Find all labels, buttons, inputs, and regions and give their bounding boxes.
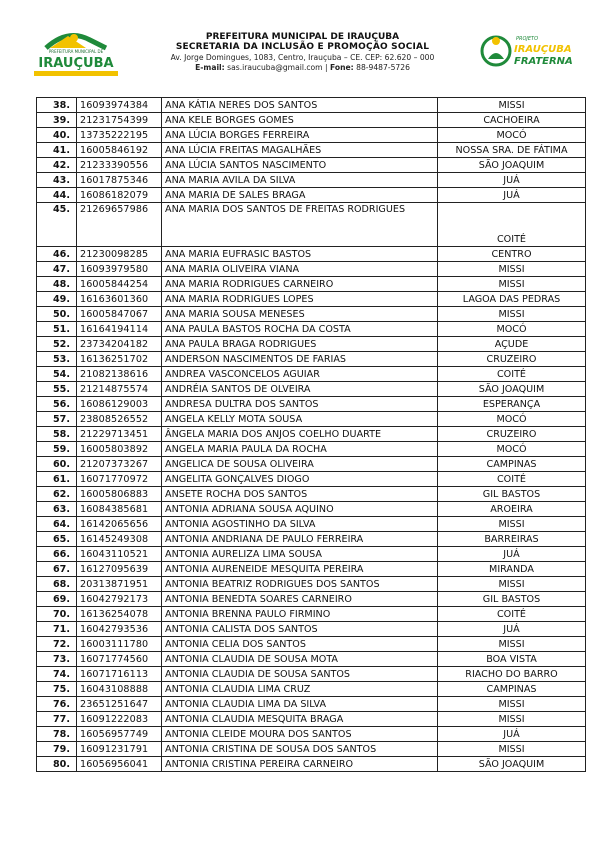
table-row [37, 143, 586, 158]
table-row [37, 128, 586, 143]
row-name: ANTONIA ANDRIANA DE PAULO FERREIRA [162, 532, 438, 547]
row-number: 64. [37, 517, 77, 532]
logo-line2: FRATERNA [514, 56, 573, 67]
row-locality: COITÉ [438, 472, 586, 487]
email-label: E-mail: [195, 63, 225, 72]
row-locality: SÃO JOAQUIM [438, 382, 586, 397]
row-number: 80. [37, 757, 77, 772]
row-locality: CRUZEIRO [438, 352, 586, 367]
row-locality: MISSI [438, 577, 586, 592]
row-number: 49. [37, 292, 77, 307]
logo-small-text: PROJETO [516, 36, 539, 42]
row-name: ANTONIA CALISTA DOS SANTOS [162, 622, 438, 637]
row-nis-code: 16042792173 [77, 592, 162, 607]
table-row [37, 532, 586, 547]
table-row [37, 487, 586, 502]
table-row [37, 442, 586, 457]
row-name: ANTONIA BENEDTA SOARES CARNEIRO [162, 592, 438, 607]
row-name: ANTONIA CLAUDIA LIMA CRUZ [162, 682, 438, 697]
row-number: 66. [37, 547, 77, 562]
row-number: 68. [37, 577, 77, 592]
row-locality: MOCÓ [438, 128, 586, 143]
row-nis-code: 16056956041 [77, 757, 162, 772]
row-number: 39. [37, 113, 77, 128]
row-number: 54. [37, 367, 77, 382]
table-row [37, 637, 586, 652]
row-locality: CAMPINAS [438, 682, 586, 697]
table-row [37, 547, 586, 562]
row-locality: SÃO JOAQUIM [438, 757, 586, 772]
row-nis-code: 16043108888 [77, 682, 162, 697]
email-value: sas.iraucuba@gmail.com [227, 63, 323, 72]
row-name: ANTONIA AGOSTINHO DA SILVA [162, 517, 438, 532]
table-row [37, 367, 586, 382]
row-name: ANA LÚCIA SANTOS NASCIMENTO [162, 158, 438, 173]
table-row [37, 472, 586, 487]
row-locality: JUÁ [438, 173, 586, 188]
row-number: 71. [37, 622, 77, 637]
table-row [37, 622, 586, 637]
row-number: 51. [37, 322, 77, 337]
row-name: ANA MARIA OLIVEIRA VIANA [162, 262, 438, 277]
table-row [37, 742, 586, 757]
row-locality: COITÉ [438, 203, 586, 247]
row-number: 67. [37, 562, 77, 577]
table-row [37, 98, 586, 113]
table-row [37, 352, 586, 367]
row-locality: MISSI [438, 712, 586, 727]
row-number: 38. [37, 98, 77, 113]
row-number: 65. [37, 532, 77, 547]
row-locality: GIL BASTOS [438, 487, 586, 502]
row-name: ANA MARIA AVILA DA SILVA [162, 173, 438, 188]
row-name: ANA PAULA BRAGA RODRIGUES [162, 337, 438, 352]
iraucuba-fraterna-logo [480, 27, 576, 77]
table-row [37, 397, 586, 412]
row-locality: BARREIRAS [438, 532, 586, 547]
row-name: ANDREA VASCONCELOS AGUIAR [162, 367, 438, 382]
header-address: Av. Jorge Domingues, 1083, Centro, Irauçuba – CE. CEP: 62.620 – 000 [170, 53, 435, 62]
row-name: ANTONIA AURELIZA LIMA SOUSA [162, 547, 438, 562]
row-name: ANTONIA BEATRIZ RODRIGUES DOS SANTOS [162, 577, 438, 592]
row-nis-code: 20313871951 [77, 577, 162, 592]
row-number: 55. [37, 382, 77, 397]
row-number: 42. [37, 158, 77, 173]
row-nis-code: 16164194114 [77, 322, 162, 337]
row-number: 43. [37, 173, 77, 188]
table-row [37, 382, 586, 397]
row-name: ANA KÁTIA NERES DOS SANTOS [162, 98, 438, 113]
table-row [37, 173, 586, 188]
row-number: 79. [37, 742, 77, 757]
row-locality: AROEIRA [438, 502, 586, 517]
row-number: 50. [37, 307, 77, 322]
row-name: ANA LÚCIA FREITAS MAGALHÃES [162, 143, 438, 158]
table-body [37, 98, 586, 772]
row-nis-code: 16086129003 [77, 397, 162, 412]
table-row [37, 113, 586, 128]
row-name: ANA KELE BORGES GOMES [162, 113, 438, 128]
row-number: 40. [37, 128, 77, 143]
row-nis-code: 21214875574 [77, 382, 162, 397]
header-contact: E-mail: sas.iraucuba@gmail.com | Fone: 88-9487-5726 [195, 63, 410, 72]
row-number: 52. [37, 337, 77, 352]
row-number: 72. [37, 637, 77, 652]
row-number: 47. [37, 262, 77, 277]
row-name: ANTONIA CLAUDIA MESQUITA BRAGA [162, 712, 438, 727]
row-name: ANTONIA AURENEIDE MESQUITA PEREIRA [162, 562, 438, 577]
row-number: 53. [37, 352, 77, 367]
row-locality: CENTRO [438, 247, 586, 262]
row-locality: SÃO JOAQUIM [438, 158, 586, 173]
row-locality: JUÁ [438, 547, 586, 562]
row-name: ANA LÚCIA BORGES FERREIRA [162, 128, 438, 143]
row-locality: COITÉ [438, 607, 586, 622]
row-number: 59. [37, 442, 77, 457]
row-locality: MISSI [438, 277, 586, 292]
table-row [37, 427, 586, 442]
table-row [37, 262, 586, 277]
row-nis-code: 16086182079 [77, 188, 162, 203]
phone-value: 88-9487-5726 [356, 63, 410, 72]
row-locality: MISSI [438, 637, 586, 652]
row-number: 41. [37, 143, 77, 158]
row-name: ANGELA MARIA PAULA DA ROCHA [162, 442, 438, 457]
row-nis-code: 16005847067 [77, 307, 162, 322]
row-name: ANA MARIA DE SALES BRAGA [162, 188, 438, 203]
row-nis-code: 16071774560 [77, 652, 162, 667]
table-row [37, 203, 586, 247]
row-number: 74. [37, 667, 77, 682]
row-locality: CRUZEIRO [438, 427, 586, 442]
table-row [37, 607, 586, 622]
row-nis-code: 16163601360 [77, 292, 162, 307]
row-name: ANGELA KELLY MOTA SOUSA [162, 412, 438, 427]
row-number: 60. [37, 457, 77, 472]
row-locality: MOCÓ [438, 322, 586, 337]
row-locality: JUÁ [438, 622, 586, 637]
row-nis-code: 16042793536 [77, 622, 162, 637]
row-name: ANA MARIA DOS SANTOS DE FREITAS RODRIGUES [162, 203, 438, 247]
row-nis-code: 23734204182 [77, 337, 162, 352]
row-locality: JUÁ [438, 188, 586, 203]
row-nis-code: 16043110521 [77, 547, 162, 562]
row-nis-code: 16145249308 [77, 532, 162, 547]
table-row [37, 457, 586, 472]
row-number: 69. [37, 592, 77, 607]
row-name: ANTONIA CRISTINA DE SOUSA DOS SANTOS [162, 742, 438, 757]
table-row [37, 712, 586, 727]
table-row [37, 667, 586, 682]
row-name: ANA MARIA RODRIGUES LOPES [162, 292, 438, 307]
row-name: ANTONIA CLAUDIA DE SOUSA SANTOS [162, 667, 438, 682]
row-nis-code: 16071716113 [77, 667, 162, 682]
row-nis-code: 23808526552 [77, 412, 162, 427]
row-number: 45. [37, 203, 77, 247]
row-nis-code: 16084385681 [77, 502, 162, 517]
row-number: 77. [37, 712, 77, 727]
row-nis-code: 16003111780 [77, 637, 162, 652]
row-nis-code: 16093974384 [77, 98, 162, 113]
logo-line1: IRAUÇUBA [514, 44, 572, 55]
row-name: ANGELITA GONÇALVES DIOGO [162, 472, 438, 487]
row-nis-code: 21231754399 [77, 113, 162, 128]
row-locality: NOSSA SRA. DE FÁTIMA [438, 143, 586, 158]
table-row [37, 188, 586, 203]
row-nis-code: 16056957749 [77, 727, 162, 742]
row-nis-code: 16142065656 [77, 517, 162, 532]
row-name: ANTONIA BRENNA PAULO FIRMINO [162, 607, 438, 622]
header-text-block [130, 32, 475, 73]
table-row [37, 682, 586, 697]
row-locality: MISSI [438, 307, 586, 322]
row-nis-code: 21082138616 [77, 367, 162, 382]
row-locality: LAGOA DAS PEDRAS [438, 292, 586, 307]
row-locality: MISSI [438, 98, 586, 113]
table-row [37, 727, 586, 742]
phone-label: Fone: [329, 63, 354, 72]
row-nis-code: 21269657986 [77, 203, 162, 247]
table-row [37, 562, 586, 577]
row-nis-code: 16136251702 [77, 352, 162, 367]
row-locality: GIL BASTOS [438, 592, 586, 607]
table-row [37, 277, 586, 292]
row-number: 70. [37, 607, 77, 622]
table-row [37, 517, 586, 532]
row-nis-code: 16091231791 [77, 742, 162, 757]
row-nis-code: 21233390556 [77, 158, 162, 173]
row-number: 46. [37, 247, 77, 262]
table-row [37, 247, 586, 262]
row-nis-code: 21229713451 [77, 427, 162, 442]
row-locality: RIACHO DO BARRO [438, 667, 586, 682]
table-row [37, 697, 586, 712]
row-locality: BOA VISTA [438, 652, 586, 667]
row-locality: MOCÓ [438, 412, 586, 427]
row-name: ANGELICA DE SOUSA OLIVEIRA [162, 457, 438, 472]
row-number: 63. [37, 502, 77, 517]
row-locality: MISSI [438, 742, 586, 757]
row-locality: JUÁ [438, 727, 586, 742]
row-name: ANDRESA DULTRA DOS SANTOS [162, 397, 438, 412]
document-header [0, 0, 600, 100]
row-locality: AÇUDE [438, 337, 586, 352]
row-locality: CACHOEIRA [438, 113, 586, 128]
row-nis-code: 16071770972 [77, 472, 162, 487]
row-name: ANSETE ROCHA DOS SANTOS [162, 487, 438, 502]
row-nis-code: 16017875346 [77, 173, 162, 188]
table-row [37, 337, 586, 352]
row-nis-code: 13735222195 [77, 128, 162, 143]
logo-top-text: PREFEITURA MUNICIPAL DE [48, 49, 104, 54]
row-nis-code: 16005846192 [77, 143, 162, 158]
row-nis-code: 16127095639 [77, 562, 162, 577]
row-nis-code: 16005844254 [77, 277, 162, 292]
table-row [37, 652, 586, 667]
row-nis-code: 16091222083 [77, 712, 162, 727]
row-number: 58. [37, 427, 77, 442]
row-number: 78. [37, 727, 77, 742]
row-nis-code: 21207373267 [77, 457, 162, 472]
row-nis-code: 16005806883 [77, 487, 162, 502]
row-number: 48. [37, 277, 77, 292]
row-number: 62. [37, 487, 77, 502]
row-name: ANTONIA ADRIANA SOUSA AQUINO [162, 502, 438, 517]
row-name: ANTONIA CLEIDE MOURA DOS SANTOS [162, 727, 438, 742]
table-row [37, 158, 586, 173]
row-name: ANTONIA CLAUDIA DE SOUSA MOTA [162, 652, 438, 667]
row-number: 61. [37, 472, 77, 487]
row-locality: MISSI [438, 517, 586, 532]
row-nis-code: 16093979580 [77, 262, 162, 277]
logo-word: IRAUÇUBA [38, 56, 114, 71]
row-name: ANTONIA CELIA DOS SANTOS [162, 637, 438, 652]
row-locality: ESPERANÇA [438, 397, 586, 412]
row-number: 57. [37, 412, 77, 427]
row-number: 56. [37, 397, 77, 412]
table-row [37, 592, 586, 607]
row-number: 75. [37, 682, 77, 697]
row-nis-code: 16136254078 [77, 607, 162, 622]
row-number: 76. [37, 697, 77, 712]
table-row [37, 577, 586, 592]
row-name: ÂNGELA MARIA DOS ANJOS COELHO DUARTE [162, 427, 438, 442]
row-locality: MOCÓ [438, 442, 586, 457]
table-row [37, 322, 586, 337]
row-name: ANDERSON NASCIMENTOS DE FARIAS [162, 352, 438, 367]
row-nis-code: 16005803892 [77, 442, 162, 457]
row-name: ANA PAULA BASTOS ROCHA DA COSTA [162, 322, 438, 337]
row-name: ANTONIA CRISTINA PEREIRA CARNEIRO [162, 757, 438, 772]
beneficiary-table [36, 97, 586, 772]
table-row [37, 502, 586, 517]
header-subtitle: SECRETARIA DA INCLUSÃO E PROMOÇÃO SOCIAL [175, 42, 430, 52]
row-locality: MISSI [438, 697, 586, 712]
row-name: ANA MARIA EUFRASIC BASTOS [162, 247, 438, 262]
row-name: ANTONIA CLAUDIA LIMA DA SILVA [162, 697, 438, 712]
row-locality: MISSI [438, 262, 586, 277]
table-row [37, 757, 586, 772]
row-nis-code: 21230098285 [77, 247, 162, 262]
table-row [37, 307, 586, 322]
row-name: ANDRÉIA SANTOS DE OLVEIRA [162, 382, 438, 397]
row-locality: MIRANDA [438, 562, 586, 577]
table-row [37, 292, 586, 307]
row-number: 44. [37, 188, 77, 203]
row-number: 73. [37, 652, 77, 667]
row-nis-code: 23651251647 [77, 697, 162, 712]
row-name: ANA MARIA RODRIGUES CARNEIRO [162, 277, 438, 292]
table-row [37, 412, 586, 427]
header-title: PREFEITURA MUNICIPAL DE IRAUÇUBA [205, 32, 400, 42]
iraucuba-prefeitura-logo [28, 26, 124, 78]
row-name: ANA MARIA SOUSA MENESES [162, 307, 438, 322]
row-locality: COITÉ [438, 367, 586, 382]
row-locality: CAMPINAS [438, 457, 586, 472]
